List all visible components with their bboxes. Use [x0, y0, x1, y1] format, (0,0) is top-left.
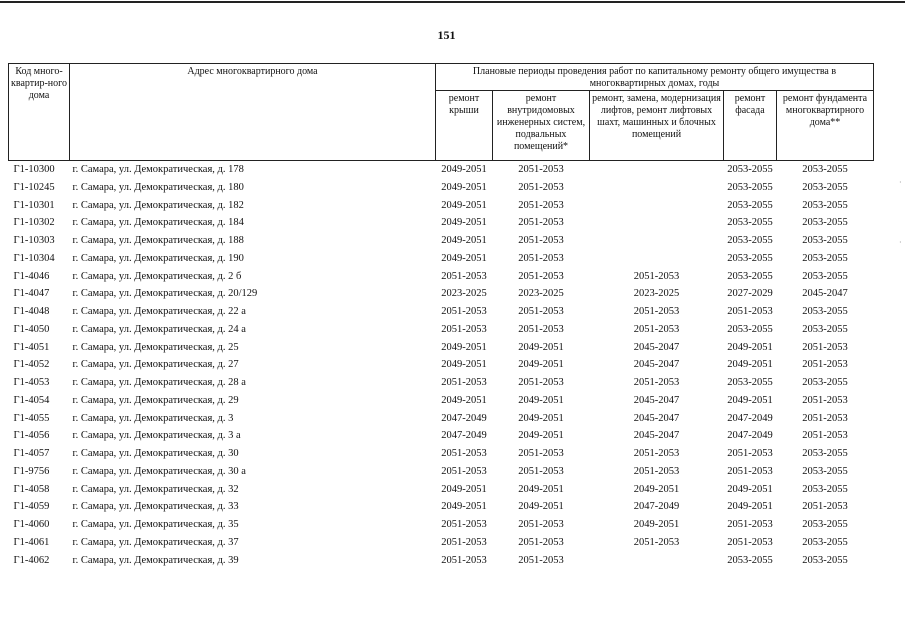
- cell-engineering: 2051-2053: [518, 235, 564, 246]
- cell-code: Г1-4061: [13, 536, 50, 548]
- cell-code: Г1-4053: [13, 377, 50, 388]
- cell-roof: 2049-2051: [441, 164, 487, 175]
- cell-facade: 2049-2051: [727, 483, 773, 495]
- cell-facade: 2049-2051: [727, 359, 773, 371]
- cell-elevators: [590, 214, 724, 232]
- cell-elevators: 2051-2053: [633, 465, 680, 477]
- cell-facade: 2053-2055: [727, 270, 773, 282]
- top-border-line: [0, 1, 905, 3]
- cell-elevators: 2045-2047: [633, 412, 680, 424]
- cell-facade: 2053-2055: [727, 164, 773, 175]
- cell-elevators: 2051-2053: [633, 323, 680, 335]
- table-row: [9, 161, 874, 179]
- cell-elevators: 2051-2053: [633, 448, 680, 459]
- table-row: [9, 552, 874, 570]
- cell-foundation: 2053-2055: [802, 252, 848, 264]
- cell-code: Г1-4055: [13, 412, 50, 424]
- cell-foundation: 2045-2047: [802, 288, 848, 300]
- cell-facade: 2047-2049: [727, 430, 773, 442]
- cell-facade: 2049-2051: [727, 501, 773, 513]
- cell-facade: 2049-2051: [727, 394, 773, 406]
- cell-roof: 2051-2053: [441, 519, 487, 530]
- cell-facade: 2053-2055: [727, 235, 773, 246]
- cell-engineering: 2051-2053: [518, 217, 564, 229]
- cell-address: г. Самара, ул. Демократическая, д. 33: [72, 501, 239, 513]
- page-number: 151: [437, 28, 456, 42]
- cell-foundation: 2053-2055: [802, 483, 848, 495]
- cell-foundation: 2053-2055: [802, 235, 848, 246]
- table-row: [9, 179, 874, 197]
- cell-facade: 2053-2055: [727, 554, 773, 566]
- cell-address: г. Самара, ул. Демократическая, д. 188: [72, 235, 244, 246]
- cell-elevators: [590, 250, 724, 268]
- cell-address: г. Самара, ул. Демократическая, д. 180: [72, 181, 244, 193]
- cell-roof: 2049-2051: [441, 252, 487, 264]
- cell-facade: 2051-2053: [727, 519, 773, 530]
- cell-foundation: 2051-2053: [802, 341, 848, 353]
- cell-engineering: 2051-2053: [518, 270, 564, 282]
- cell-engineering: 2051-2053: [518, 536, 564, 548]
- cell-roof: 2049-2051: [441, 483, 487, 495]
- cell-address: г. Самара, ул. Демократическая, д. 22 а: [72, 306, 246, 317]
- cell-facade: 2053-2055: [727, 181, 773, 193]
- cell-address: г. Самара, ул. Демократическая, д. 30 а: [72, 465, 246, 477]
- cell-roof: 2049-2051: [441, 181, 487, 193]
- cell-address: г. Самара, ул. Демократическая, д. 2 б: [72, 270, 242, 282]
- cell-code: Г1-4059: [13, 501, 50, 513]
- table-row: [9, 516, 874, 534]
- scan-artifact: ·: [899, 238, 902, 247]
- cell-roof: 2049-2051: [441, 217, 487, 229]
- cell-foundation: 2053-2055: [802, 181, 848, 193]
- cell-facade: 2053-2055: [727, 252, 773, 264]
- cell-facade: 2049-2051: [727, 341, 773, 353]
- cell-address: г. Самара, ул. Демократическая, д. 178: [72, 164, 244, 175]
- cell-engineering: 2049-2051: [518, 359, 564, 371]
- cell-facade: 2051-2053: [727, 306, 773, 317]
- header-address: Адрес многоквартирного дома: [70, 64, 436, 161]
- cell-address: г. Самара, ул. Демократическая, д. 39: [72, 554, 239, 566]
- table-row: [9, 392, 874, 410]
- cell-foundation: 2053-2055: [802, 164, 848, 175]
- cell-engineering: 2049-2051: [518, 501, 564, 513]
- cell-elevators: 2047-2049: [633, 501, 680, 513]
- cell-foundation: 2051-2053: [802, 430, 848, 442]
- cell-address: г. Самара, ул. Демократическая, д. 190: [72, 252, 244, 264]
- cell-elevators: 2049-2051: [633, 519, 680, 530]
- cell-code: Г1-4046: [13, 270, 50, 282]
- cell-engineering: 2049-2051: [518, 430, 564, 442]
- header-elevators: ремонт, замена, модернизация лифтов, ремонт лифтовых шахт, машинных и блочных помещений: [590, 91, 724, 161]
- table-row: [9, 232, 874, 250]
- cell-engineering: 2051-2053: [518, 323, 564, 335]
- cell-roof: 2049-2051: [441, 394, 487, 406]
- table-row: [9, 427, 874, 445]
- cell-elevators: [590, 179, 724, 197]
- cell-facade: 2027-2029: [727, 288, 773, 300]
- cell-code: Г1-4054: [13, 394, 50, 406]
- cell-code: Г1-4048: [13, 306, 50, 317]
- cell-elevators: 2051-2053: [633, 536, 680, 548]
- table-row: [9, 463, 874, 481]
- cell-code: Г1-9756: [13, 465, 50, 477]
- cell-address: г. Самара, ул. Демократическая, д. 28 а: [72, 377, 246, 388]
- cell-address: г. Самара, ул. Демократическая, д. 37: [72, 536, 239, 548]
- cell-facade: 2053-2055: [727, 199, 773, 211]
- cell-foundation: 2053-2055: [802, 199, 848, 211]
- header-code: Код много-квартир-ного дома: [9, 64, 70, 161]
- cell-code: Г1-4056: [13, 430, 50, 442]
- cell-roof: 2049-2051: [441, 359, 487, 371]
- cell-engineering: 2049-2051: [518, 394, 564, 406]
- cell-elevators: 2045-2047: [633, 430, 680, 442]
- table-row: [9, 285, 874, 303]
- cell-code: Г1-4052: [13, 359, 50, 371]
- table-body: [9, 161, 874, 570]
- cell-foundation: 2053-2055: [802, 536, 848, 548]
- cell-engineering: 2051-2053: [518, 252, 564, 264]
- cell-roof: 2047-2049: [441, 412, 487, 424]
- table-row: [9, 534, 874, 552]
- cell-code: Г1-10301: [13, 199, 55, 211]
- cell-address: г. Самара, ул. Демократическая, д. 27: [72, 359, 239, 371]
- cell-elevators: 2051-2053: [633, 270, 680, 282]
- cell-address: г. Самара, ул. Демократическая, д. 184: [72, 217, 244, 229]
- cell-foundation: 2051-2053: [802, 359, 848, 371]
- cell-code: Г1-4057: [13, 448, 50, 459]
- cell-roof: 2047-2049: [441, 430, 487, 442]
- cell-roof: 2051-2053: [441, 377, 487, 388]
- cell-engineering: 2023-2025: [518, 288, 564, 300]
- cell-roof: 2049-2051: [441, 199, 487, 211]
- cell-elevators: 2051-2053: [633, 306, 680, 317]
- cell-facade: 2051-2053: [727, 448, 773, 459]
- cell-facade: 2051-2053: [727, 465, 773, 477]
- cell-engineering: 2051-2053: [518, 164, 564, 175]
- table-row: [9, 445, 874, 463]
- table-row: [9, 481, 874, 499]
- cell-elevators: 2045-2047: [633, 394, 680, 406]
- cell-facade: 2051-2053: [727, 536, 773, 548]
- table-row: [9, 374, 874, 392]
- cell-elevators: 2051-2053: [633, 377, 680, 388]
- cell-code: Г1-4058: [13, 483, 50, 495]
- cell-foundation: 2053-2055: [802, 323, 848, 335]
- cell-code: Г1-4050: [13, 323, 50, 335]
- cell-foundation: 2053-2055: [802, 217, 848, 229]
- cell-elevators: [590, 161, 724, 179]
- cell-foundation: 2053-2055: [802, 306, 848, 317]
- header-foundation: ремонт фундамента многоквартирного дома**: [777, 91, 874, 161]
- cell-engineering: 2051-2053: [518, 377, 564, 388]
- cell-roof: 2049-2051: [441, 235, 487, 246]
- cell-foundation: 2051-2053: [802, 394, 848, 406]
- cell-engineering: 2051-2053: [518, 448, 564, 459]
- cell-elevators: [590, 232, 724, 250]
- cell-roof: 2051-2053: [441, 270, 487, 282]
- cell-code: Г1-10303: [13, 235, 55, 246]
- cell-code: Г1-10302: [13, 217, 55, 229]
- cell-foundation: 2053-2055: [802, 519, 848, 530]
- cell-foundation: 2053-2055: [802, 448, 848, 459]
- scan-artifact: ·: [899, 178, 902, 187]
- cell-foundation: 2051-2053: [802, 412, 848, 424]
- cell-engineering: 2051-2053: [518, 465, 564, 477]
- cell-address: г. Самара, ул. Демократическая, д. 29: [72, 394, 239, 406]
- cell-engineering: 2051-2053: [518, 199, 564, 211]
- cell-elevators: 2045-2047: [633, 341, 680, 353]
- table-row: [9, 303, 874, 321]
- cell-address: г. Самара, ул. Демократическая, д. 3: [72, 412, 234, 424]
- header-facade: ремонт фасада: [724, 91, 777, 161]
- cell-code: Г1-4062: [13, 554, 50, 566]
- cell-roof: 2049-2051: [441, 341, 487, 353]
- cell-roof: 2051-2053: [441, 448, 487, 459]
- cell-address: г. Самара, ул. Демократическая, д. 182: [72, 199, 244, 211]
- cell-elevators: [590, 197, 724, 215]
- cell-engineering: 2049-2051: [518, 483, 564, 495]
- table-header: [9, 64, 874, 161]
- cell-roof: 2049-2051: [441, 501, 487, 513]
- cell-code: Г1-10304: [13, 252, 55, 264]
- cell-elevators: 2049-2051: [633, 483, 680, 495]
- cell-elevators: [590, 552, 724, 570]
- table-row: [9, 498, 874, 516]
- cell-roof: 2051-2053: [441, 465, 487, 477]
- cell-code: Г1-10245: [13, 181, 55, 193]
- cell-engineering: 2049-2051: [518, 341, 564, 353]
- cell-roof: 2023-2025: [441, 288, 487, 300]
- table-row: [9, 197, 874, 215]
- cell-address: г. Самара, ул. Демократическая, д. 25: [72, 341, 239, 353]
- cell-foundation: 2053-2055: [802, 465, 848, 477]
- cell-facade: 2053-2055: [727, 323, 773, 335]
- cell-address: г. Самара, ул. Демократическая, д. 3 а: [72, 430, 241, 442]
- cell-roof: 2051-2053: [441, 554, 487, 566]
- header-engineering-systems: ремонт внутридомовых инженерных систем, подвальных помещений*: [493, 91, 590, 161]
- table-row: [9, 339, 874, 357]
- cell-code: Г1-4051: [13, 341, 50, 353]
- cell-facade: 2053-2055: [727, 377, 773, 388]
- table-row: [9, 356, 874, 374]
- cell-elevators: 2023-2025: [633, 288, 680, 300]
- cell-facade: 2053-2055: [727, 217, 773, 229]
- table-row: [9, 321, 874, 339]
- cell-roof: 2051-2053: [441, 306, 487, 317]
- cell-engineering: 2051-2053: [518, 519, 564, 530]
- cell-code: Г1-10300: [13, 164, 55, 175]
- cell-code: Г1-4060: [13, 519, 50, 530]
- repair-schedule-table: [8, 63, 874, 569]
- header-roof: ремонт крыши: [436, 91, 493, 161]
- cell-code: Г1-4047: [13, 288, 50, 300]
- table-row: [9, 410, 874, 428]
- table-row: [9, 268, 874, 286]
- cell-engineering: 2051-2053: [518, 181, 564, 193]
- cell-address: г. Самара, ул. Демократическая, д. 20/129: [72, 288, 258, 300]
- cell-address: г. Самара, ул. Демократическая, д. 35: [72, 519, 239, 530]
- cell-foundation: 2051-2053: [802, 501, 848, 513]
- cell-address: г. Самара, ул. Демократическая, д. 32: [72, 483, 239, 495]
- table-row: [9, 214, 874, 232]
- cell-roof: 2051-2053: [441, 323, 487, 335]
- cell-roof: 2051-2053: [441, 536, 487, 548]
- cell-elevators: 2045-2047: [633, 359, 680, 371]
- cell-foundation: 2053-2055: [802, 270, 848, 282]
- cell-engineering: 2051-2053: [518, 306, 564, 317]
- header-planned-periods: Плановые периоды проведения работ по капитальному ремонту общего имущества в многоквартирных домах, годы: [436, 64, 874, 91]
- cell-facade: 2047-2049: [727, 412, 773, 424]
- cell-address: г. Самара, ул. Демократическая, д. 30: [72, 448, 239, 459]
- table-row: [9, 250, 874, 268]
- cell-foundation: 2053-2055: [802, 377, 848, 388]
- cell-engineering: 2051-2053: [518, 554, 564, 566]
- cell-address: г. Самара, ул. Демократическая, д. 24 а: [72, 323, 246, 335]
- cell-foundation: 2053-2055: [802, 554, 848, 566]
- cell-engineering: 2049-2051: [518, 412, 564, 424]
